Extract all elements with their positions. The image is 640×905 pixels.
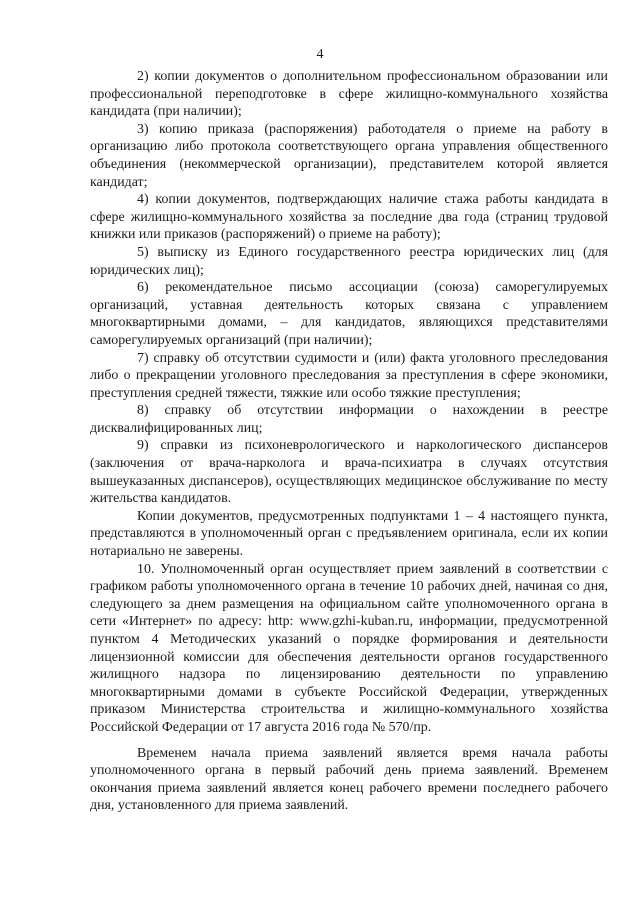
paragraph-item-3-employment-order: 3) копию приказа (распоряжения) работодателя о приеме на работу в организацию либо протокола соответствующего органа управления общественного объединения (некоммерческой организации), представителем которой является кандидат; [90, 121, 608, 190]
paragraph-item-8-disqualification: 8) справку об отсутствии информации о нахождении в реестре дисквалифицированных лиц; [90, 403, 608, 436]
page-number: 4 [316, 47, 324, 62]
paragraph-item-6-recommendation-letter: 6) рекомендательное письмо ассоциации (союза) саморегулируемых организаций, уставная деятельность которых связана с управлением многоквартирными домами, – для кандидатов, являющихся представителями саморегулируемых организаций (при наличии); [90, 280, 608, 348]
paragraph-item-5-registry-extract: 5) выписку из Единого государственного реестра юридических лиц (для юридических лиц); [90, 244, 608, 278]
paragraph-section-10: 10. Уполномоченный орган осуществляет прием заявлений в соответствии с графиком работы уполномоченного органа в течение 10 рабочих дней, начиная со дня, следующего за днем размещения на официальном сайте уполномоченного органа в сети «Интернет» по адресу: http: www.gzhi-kuban.ru, информации, предусмотренной пунктом 4 Методических указаний о порядке формирования и деятельности лицензионной комиссии для обеспечения деятельности органов государственного жилищного надзора по лицензированию деятельности по управлению многоквартирными домами в субъекте Российской Федерации, утвержденных приказом Министерства строительства и жилищно-коммунального хозяйства Российской Федерации от 17 августа 2016 года № 570/пр. [90, 561, 608, 735]
paragraph-gap [90, 737, 608, 745]
paragraph-item-4-work-experience: 4) копии документов, подтверждающих наличие стажа работы кандидата в сфере жилищно-коммунального хозяйства за последние два года (страниц трудовой книжки или приказов (распоряжений) о приеме на работу); [90, 192, 608, 243]
paragraph-copies-note: Копии документов, предусмотренных подпунктами 1 – 4 настоящего пункта, представляются в уполномоченный орган с предъявлением оригинала, если их копии нотариально не заверены. [90, 508, 608, 560]
paragraph-item-2-education: 2) копии документов о дополнительном профессиональном образовании или профессиональной переподготовке в сфере жилищно-коммунального хозяйства кандидата (при наличии); [90, 69, 608, 120]
paragraph-reception-time: Временем начала приема заявлений является время начала работы уполномоченного органа в первый рабочий день приема заявлений. Временем окончания приема заявлений является конец рабочего времени последнего рабочего дня, установленного для приема заявлений. [90, 745, 608, 814]
document-body [90, 68, 608, 815]
paragraph-item-7-criminal-record: 7) справку об отсутствии судимости и (или) факта уголовного преследования либо о прекращении уголовного преследования за преступления в сфере экономики, преступления средней тяжести, тяжкие или особо тяжкие преступления; [90, 350, 608, 401]
paragraph-item-9-medical-certificates: 9) справки из психоневрологического и наркологического диспансеров (заключения от врача-нарколога и врача-психиатра в случаях отсутствия вышеуказанных диспансеров), осуществляющих медицинское обслуживание по месту жительства кандидатов. [90, 438, 608, 507]
